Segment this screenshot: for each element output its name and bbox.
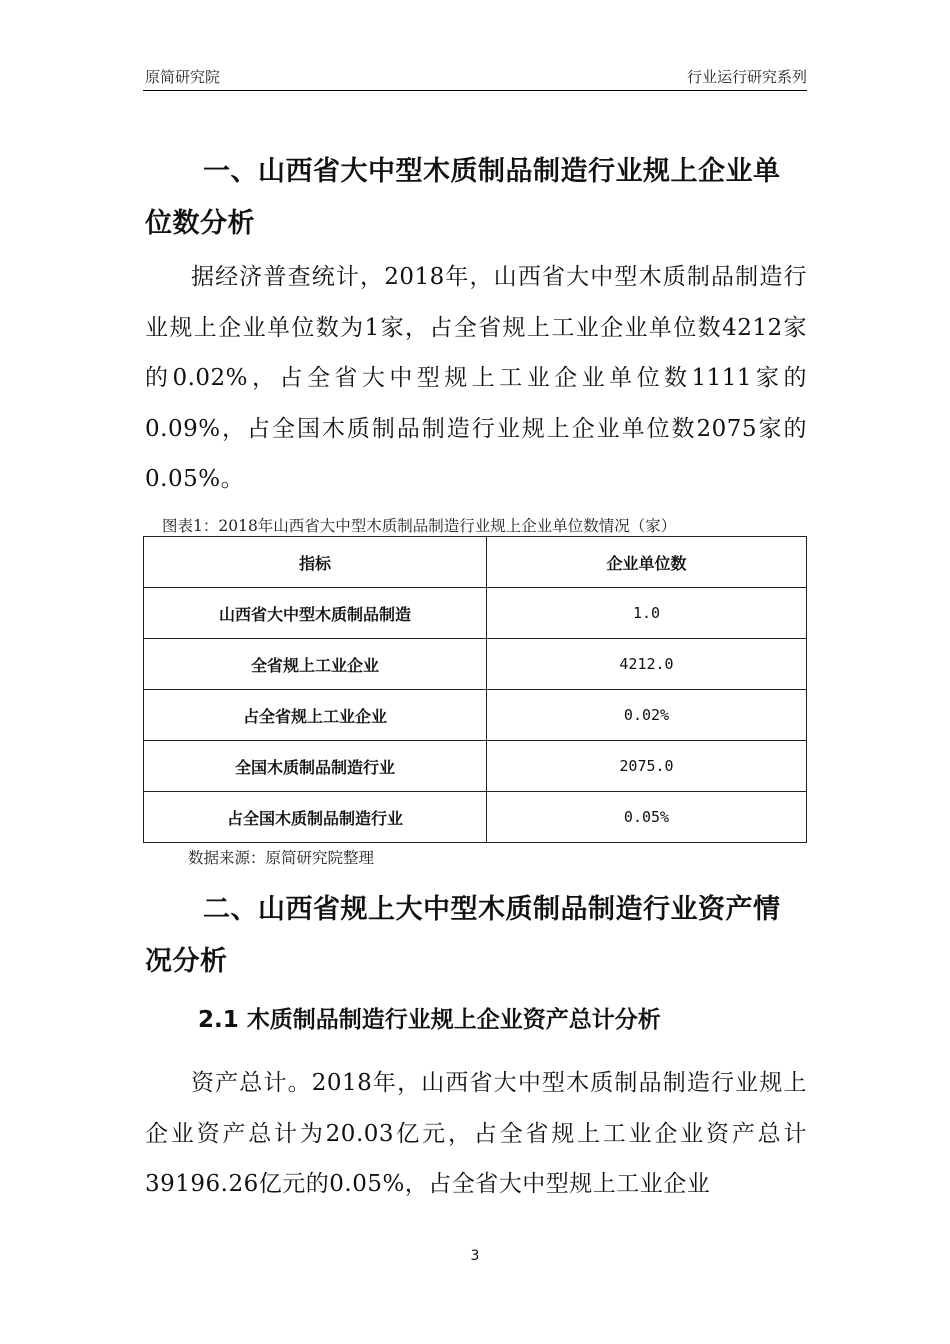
- row-value: 4212.0: [487, 639, 807, 690]
- table-row: [144, 741, 807, 792]
- section2-heading-line1: 二、山西省规上大中型木质制品制造行业资产情: [203, 894, 781, 925]
- row-label: 全省规上工业企业: [144, 639, 487, 690]
- row-label: 占全省规上工业企业: [144, 690, 487, 741]
- row-label: 占全国木质制品制造行业: [144, 792, 487, 843]
- table-row: [144, 690, 807, 741]
- table-row: [144, 792, 807, 843]
- row-label: 全国木质制品制造行业: [144, 741, 487, 792]
- table-row: [144, 588, 807, 639]
- section1-heading: [145, 146, 807, 250]
- section2-1-subheading: 2.1 木质制品制造行业规上企业资产总计分析: [198, 1007, 661, 1033]
- row-label: 山西省大中型木质制品制造: [144, 588, 487, 639]
- header-enterprise-count: 企业单位数: [487, 537, 807, 588]
- table-source-note: 数据来源：原简研究院整理: [188, 849, 375, 867]
- section1-heading-line1: 一、山西省大中型木质制品制造行业规上企业单: [203, 156, 781, 187]
- section2-paragraph: 资产总计。2018年，山西省大中型木质制品制造行业规上企业资产总计为20.03亿元，占全省规上工业企业资产总计39196.26亿元的0.05%，占全省大中型规上工业企业: [145, 1070, 807, 1197]
- table-row: [144, 639, 807, 690]
- row-value: 0.02%: [487, 690, 807, 741]
- header-series-name: 行业运行研究系列: [686, 68, 807, 86]
- section1-heading-line2: 位数分析: [145, 208, 255, 239]
- section2-heading-line2: 况分析: [145, 946, 228, 977]
- page-number: 3: [470, 1248, 480, 1264]
- header-divider: [143, 90, 807, 91]
- enterprise-count-table: [143, 536, 807, 843]
- row-value: 0.05%: [487, 792, 807, 843]
- row-value: 1.0: [487, 588, 807, 639]
- table-header-row: [144, 537, 807, 588]
- row-value: 2075.0: [487, 741, 807, 792]
- table-caption: 图表1：2018年山西省大中型木质制品制造行业规上企业单位数情况（家）: [162, 517, 677, 535]
- header-indicator: 指标: [144, 537, 487, 588]
- section2-heading: [145, 884, 807, 988]
- header-org-name: 原简研究院: [145, 68, 221, 86]
- section1-paragraph: 据经济普查统计，2018年，山西省大中型木质制品制造行业规上企业单位数为1家，占全省规上工业企业单位数4212家的0.02%，占全省大中型规上工业企业单位数1111家的0.09%，占全国木质制品制造行业规上企业单位数2075家的0.05%。: [145, 264, 807, 492]
